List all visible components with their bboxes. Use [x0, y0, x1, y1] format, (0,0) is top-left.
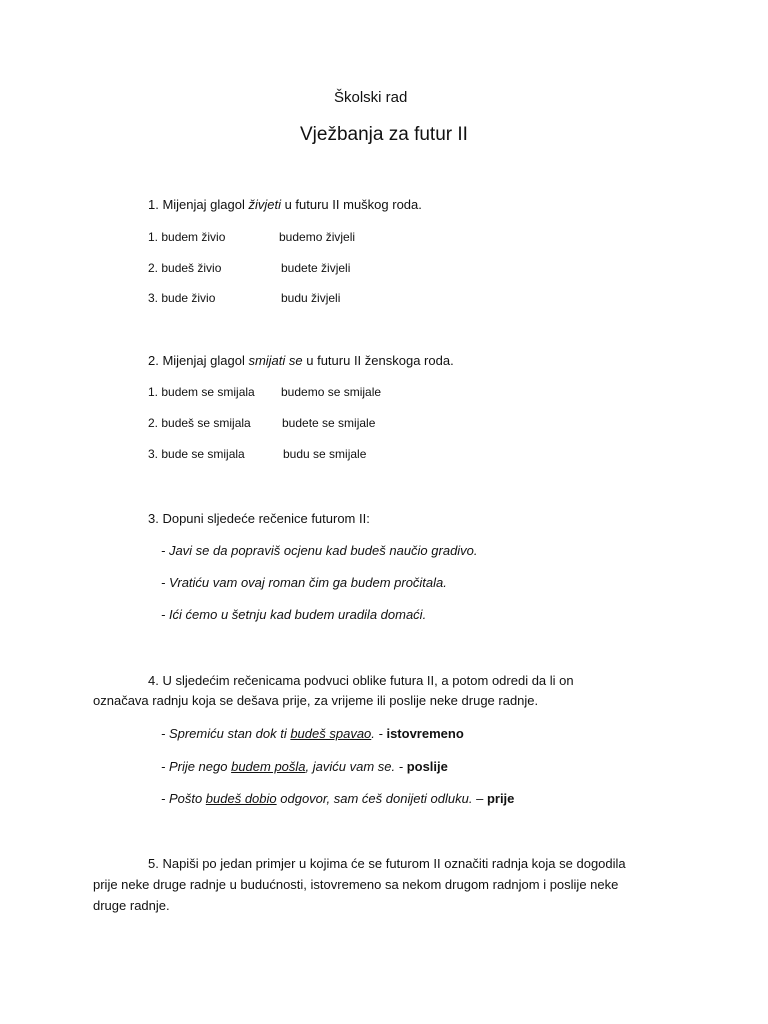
answer-label: prije	[486, 791, 515, 806]
exercise-2-row-2-plural: budete se smijale	[282, 416, 376, 430]
exercise-2-row-2-singular: 2. budeš se smijala	[148, 416, 251, 430]
exercise-3-sentence-2: - Vratiću vam ovaj roman čim ga budem pročitala.	[161, 575, 447, 590]
exercise-2-row-3-singular: 3. bude se smijala	[148, 447, 245, 461]
exercise-3-prompt: 3. Dopuni sljedeće rečenice futurom II:	[148, 511, 370, 526]
exercise-1-row-1-plural: budemo živjeli	[279, 230, 356, 244]
exercise-4-prompt-line-2: označava radnju koja se dešava prije, za vrijeme ili poslije neke druge radnje.	[93, 693, 539, 708]
answer-label: istovremeno	[386, 726, 464, 741]
exercise-5-line-3: druge radnje.	[93, 898, 170, 913]
future-form-underlined: budeš spavao	[290, 726, 372, 741]
exercise-2-verb: smijati se	[248, 353, 303, 368]
exercise-2-row-3-plural: budu se smijale	[283, 447, 367, 461]
future-form-underlined: budem pošla	[231, 759, 306, 774]
exercise-4-prompt-line-1: 4. U sljedećim rečenicama podvuci oblike futura II, a potom odredi da li on	[148, 673, 574, 688]
exercise-3-sentence-1: - Javi se da popraviš ocjenu kad budeš naučio gradivo.	[161, 543, 478, 558]
exercise-1-verb: živjeti	[248, 197, 281, 212]
exercise-1-row-2-plural: budete živjeli	[281, 261, 351, 275]
exercise-1-row-1-singular: 1. budem živio	[148, 230, 226, 244]
exercise-2-row-1-plural: budemo se smijale	[281, 385, 382, 399]
exercise-1-row-3-plural: budu živjeli	[281, 291, 341, 305]
exercise-1-prompt: 1. Mijenjaj glagol živjeti u futuru II muškog roda.	[148, 197, 422, 212]
doc-title: Vježbanja za futur II	[300, 124, 468, 145]
exercise-4-sentence-2: - Prije nego budem pošla, javiću vam se. - poslije	[161, 759, 448, 774]
exercise-5-line-2: prije neke druge radnje u budućnosti, istovremeno sa nekom drugom radnjom i poslije neke	[93, 877, 619, 892]
future-form-underlined: budeš dobio	[205, 791, 277, 806]
exercise-2-row-1-singular: 1. budem se smijala	[148, 385, 255, 399]
doc-heading: Školski rad	[334, 89, 408, 106]
exercise-1-row-3-singular: 3. bude živio	[148, 291, 216, 305]
exercise-5-line-1: 5. Napiši po jedan primjer u kojima će se futurom II označiti radnja koja se dogodila	[148, 856, 626, 871]
exercise-2-prompt: 2. Mijenjaj glagol smijati se u futuru II ženskoga roda.	[148, 353, 454, 368]
exercise-4-sentence-3: - Pošto budeš dobio odgovor, sam ćeš donijeti odluku. – prije	[161, 791, 515, 806]
exercise-3-sentence-3: - Ići ćemo u šetnju kad budem uradila domaći.	[161, 607, 427, 622]
answer-label: poslije	[406, 759, 448, 774]
exercise-1-row-2-singular: 2. budeš živio	[148, 261, 222, 275]
exercise-4-sentence-1: - Spremiću stan dok ti budeš spavao. - istovremeno	[161, 726, 464, 741]
